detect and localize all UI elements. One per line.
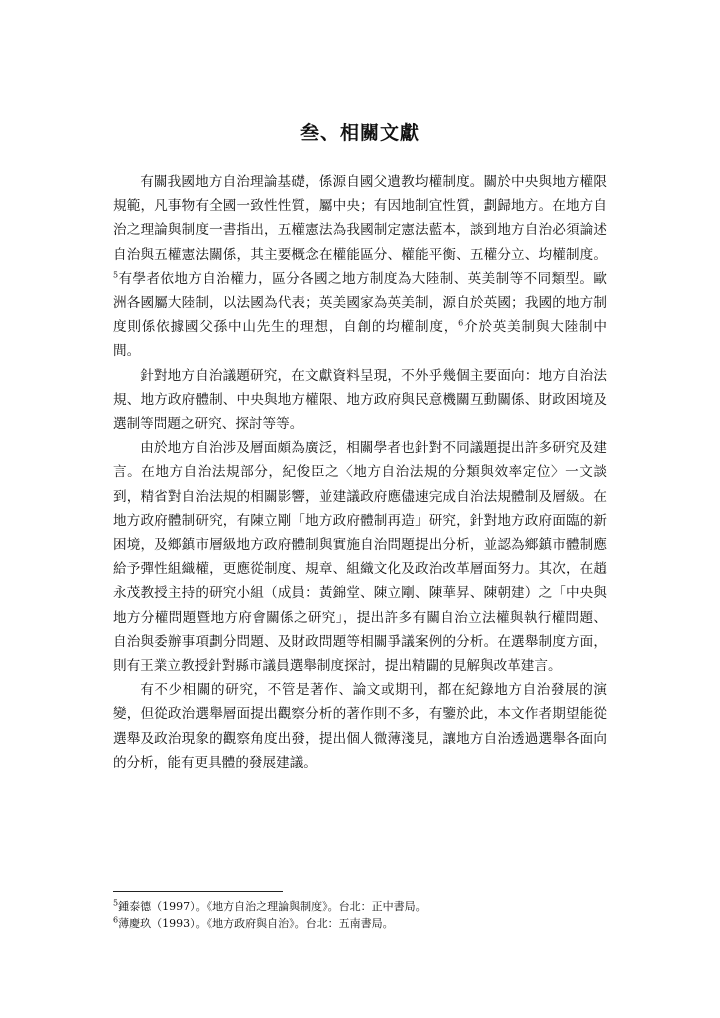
footnote-text: 鍾泰德（1997）。《地方自治之理論與制度》。台北：正中書局。 — [118, 900, 427, 913]
footnote-ref-6: 6 — [458, 318, 464, 328]
footnote-text: 薄慶玖（1993）。《地方政府與自治》。台北：五南書局。 — [118, 917, 394, 930]
section-title: 叁、相關文獻 — [299, 122, 420, 144]
paragraph-3: 由於地方自治涉及層面頗為廣泛，相關學者也針對不同議題提出許多研究及建言。在地方自治法規部分，紀俊臣之〈地方自治法規的分類與效率定位〉一文談到，精省對自治法規的相關影響，並建議政府應儘速完成自治法規體制及層級。在地方政府體制研究，有陳立剛「地方政府體制再造」研究，針對地方政府面臨的新困境，及鄉鎮市層級地方政府體制與實施自治問題提出分析，並認為鄉鎮市體制應給予彈性組織權，更應從制度、規章、組織文化及政治改革層面努力。其次，在趙永茂教授主持的研究小組（成員：黃錦堂、陳立剛、陳華昇、陳朝建）之「中央與地方分權問題暨地方府會關係之研究」，提出許多有關自治立法權與執行權問題、自治與委辦事項劃分問題、及財政問題等相關爭議案例的分析。在選舉制度方面，則有王業立教授針對縣市議員選舉制度探討，提出精闢的見解與改革建言。 — [113, 440, 607, 675]
footnote-number: 5 — [113, 898, 119, 908]
footnote-6 — [113, 915, 607, 932]
footnote-divider — [113, 891, 283, 892]
body-text — [113, 170, 607, 775]
paragraph-1 — [113, 170, 607, 364]
footnotes — [113, 898, 607, 932]
paragraph-1-text-a: 有關我國地方自治理論基礎，係源自國父遺教均權制度。關於中央與地方權限規範，凡事物有全國一致性性質，屬中央；有因地制宜性質，劃歸地方。在地方自治之理論與制度一書指出，五權憲法為我國制定憲法藍本，談到地方自治必須論述自治與五權憲法關係，其主要概念在權能區分、權能平衡、五權分立、均權制度。 — [113, 174, 607, 263]
paragraph-1-text-c: 介於英美制與大陸制中間。 — [113, 319, 607, 360]
paragraph-2: 針對地方自治議題研究，在文獻資料呈現，不外乎幾個主要面向：地方自治法規、地方政府體制、中央與地方權限、地方政府與民意機關互動關係、財政困境及選制等問題之研究、探討等等。 — [113, 367, 607, 433]
footnote-number: 6 — [113, 915, 119, 925]
footnote-ref-5: 5 — [113, 270, 119, 280]
footnote-5 — [113, 898, 607, 915]
paragraph-4: 有不少相關的研究，不管是著作、論文或期刊，都在紀錄地方自治發展的演變，但從政治選舉層面提出觀察分析的著作則不多，有鑒於此，本文作者期望能從選舉及政治現象的觀察角度出發，提出個人微薄淺見，讓地方自治透過選舉各面向的分析，能有更具體的發展建議。 — [113, 682, 607, 771]
paragraph-1-text-b: 有學者依地方自治權力，區分各國之地方制度為大陸制、英美制等不同類型。歐洲各國屬大陸制，以法國為代表；英美國家為英美制，源自於英國；我國的地方制度則係依據國父孫中山先生的理想，自創的均權制度， — [113, 270, 607, 336]
